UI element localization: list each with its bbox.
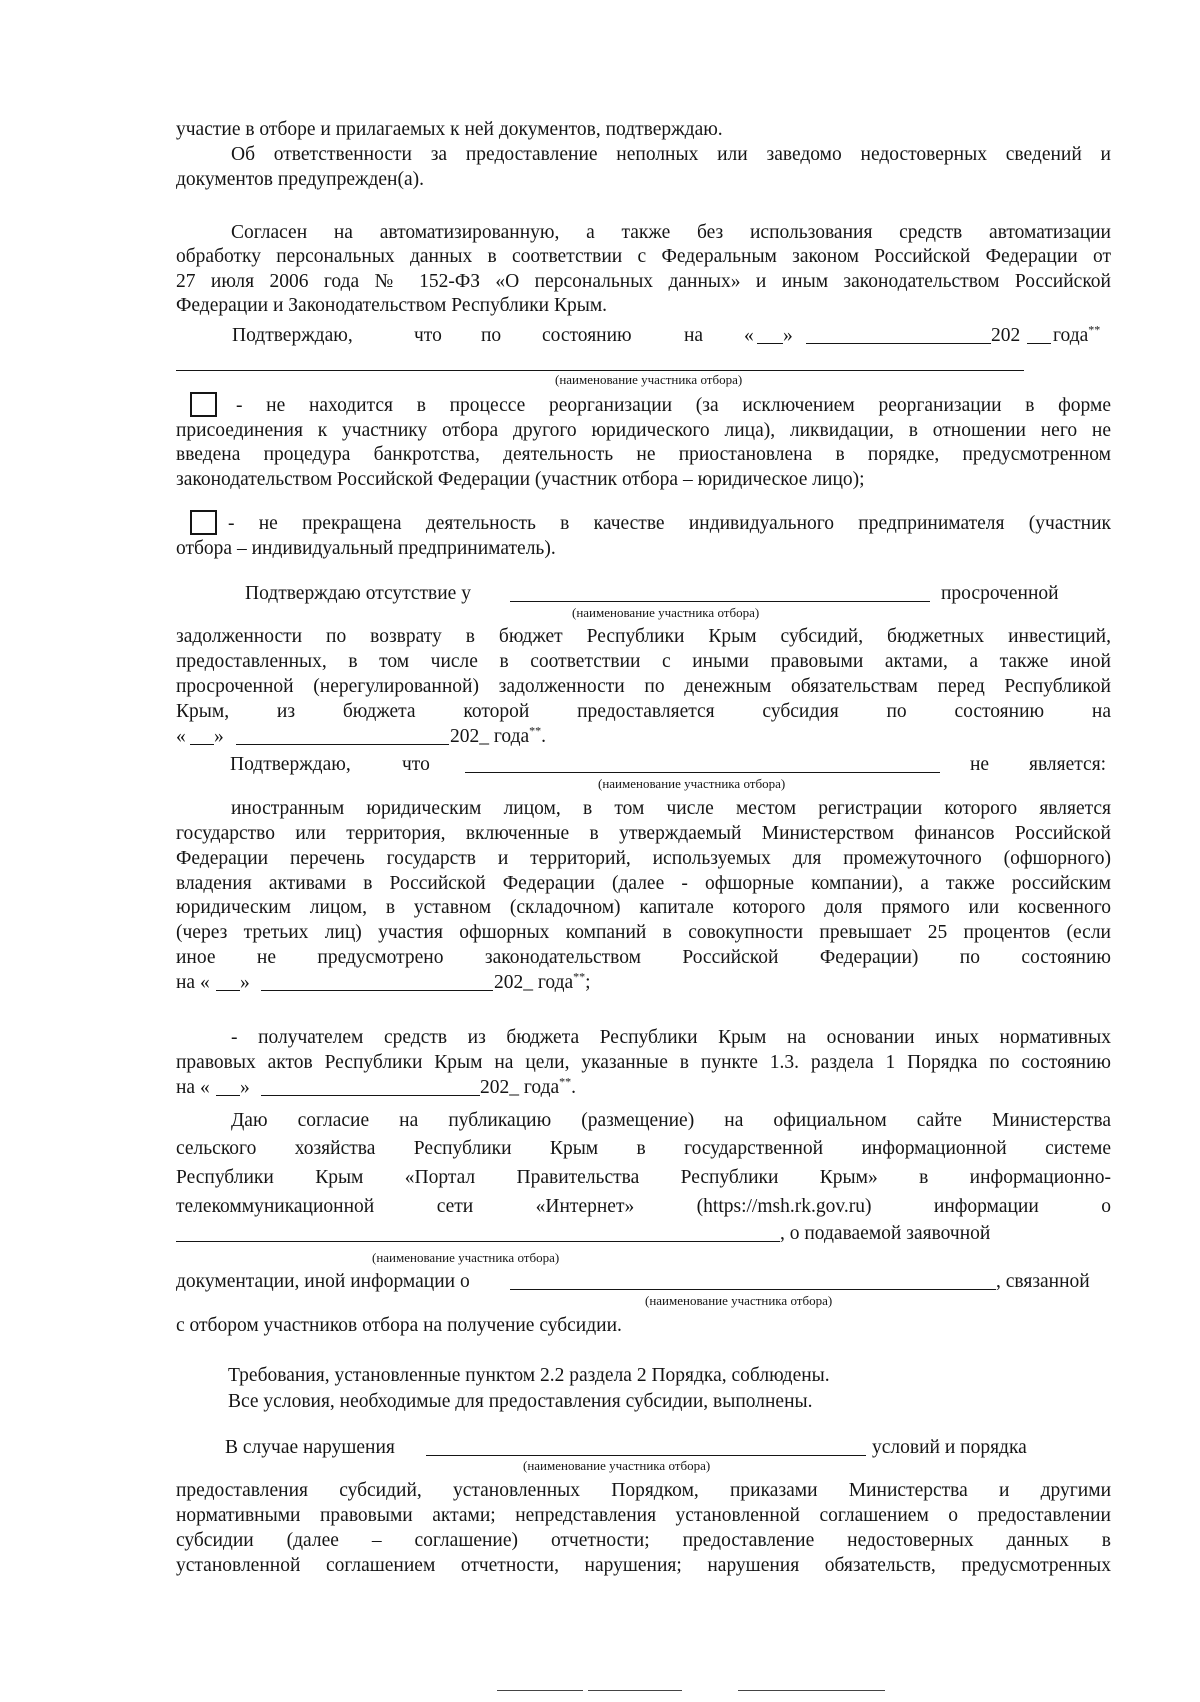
violation-line	[176, 1436, 1111, 1460]
text-word: является:	[1029, 754, 1107, 775]
month-field[interactable]	[261, 1078, 480, 1096]
text-word: по	[481, 325, 502, 346]
text-line: субсидии (далее – соглашение) отчетности; предоставление недостоверных данных в	[176, 1530, 1111, 1551]
text-fragment: 202_ года	[480, 1077, 560, 1098]
scan-artifact-line	[738, 1690, 885, 1691]
participant-name-field[interactable]	[510, 584, 930, 602]
text-line: просроченной (нерегулированной) задолженности по денежным обязательствам перед Республикой	[176, 676, 1111, 697]
field-caption: (наименование участника отбора)	[598, 776, 786, 791]
checkbox-legal-entity[interactable]	[190, 392, 217, 417]
month-field[interactable]	[806, 326, 991, 344]
day-field[interactable]	[190, 727, 214, 745]
text-word	[1053, 324, 1100, 348]
text-line: присоединения к участнику отбора другого юридического лица), ликвидации, в отношении него не	[176, 420, 1111, 441]
footnote-mark: **	[529, 723, 542, 738]
text-line: - не находится в процессе реорганизации (за исключением реорганизации в форме	[236, 395, 1111, 416]
year-field[interactable]	[1027, 326, 1051, 344]
text-fragment: 202_ года	[450, 726, 530, 747]
participant-name-field[interactable]	[510, 1272, 996, 1290]
text-line: правовых актов Республики Крым на цели, указанные в пункте 1.3. раздела 1 Порядка по состоянию	[176, 1052, 1111, 1073]
text-line: предоставления субсидий, установленных Порядком, приказами Министерства и другими	[176, 1480, 1111, 1501]
text-line: сельского хозяйства Республики Крым в государственной информационной системе	[176, 1138, 1111, 1159]
text-quote: »	[240, 1077, 250, 1098]
text-word: состоянию	[542, 325, 632, 346]
footnote-mark: **	[573, 969, 586, 984]
text-fragment: .	[571, 1077, 577, 1098]
text-line: документов предупрежден(а).	[176, 169, 424, 190]
text-line: Даю согласие на публикацию (размещение) на официальном сайте Министерства	[231, 1110, 1111, 1131]
text-line: предоставленных, в том числе в соответствии с иными правовыми актами, а также иной	[176, 651, 1111, 672]
text-quote: »	[240, 972, 250, 993]
text-line: Федерации перечень государств и территорий, используемых для промежуточного (офшорного)	[176, 848, 1111, 869]
text-word: просроченной	[941, 583, 1059, 604]
text-line: иное не предусмотрено законодательством Российской Федерации) по состоянию	[176, 947, 1111, 968]
text-line: (через третьих лиц) участия офшорных компаний в совокупности превышает 25 процентов (если	[176, 922, 1111, 943]
participant-info-line	[176, 1222, 1111, 1246]
field-caption: (наименование участника отбора)	[645, 1293, 833, 1308]
text-line: государство или территория, включенные в утверждаемый Министерством финансов Российской	[176, 823, 1111, 844]
text-quote: «	[176, 726, 186, 747]
text-line: Согласен на автоматизированную, а также без использования средств автоматизации	[231, 222, 1111, 243]
text-line: 27 июля 2006 года № 152-ФЗ «О персональных данных» и иным законодательством Российской	[176, 271, 1111, 292]
text-line: установленной соглашением отчетности, нарушения; нарушения обязательств, предусмотренных	[176, 1555, 1111, 1576]
text-fragment: Подтверждаю отсутствие у	[245, 583, 471, 604]
field-caption: (наименование участника отбора)	[572, 605, 760, 620]
text-line: отбора – индивидуальный предприниматель).	[176, 538, 556, 559]
text-fragment	[480, 1076, 576, 1100]
text-fragment: ;	[585, 972, 591, 993]
text-word: Подтверждаю,	[232, 325, 353, 346]
text-line: Об ответственности за предоставление неполных или заведомо недостоверных сведений и	[231, 144, 1111, 165]
day-field[interactable]	[216, 1078, 240, 1096]
month-field[interactable]	[261, 973, 493, 991]
text-line: иностранным юридическим лицом, в том числе местом регистрации которого является	[231, 798, 1111, 819]
participant-name-field[interactable]	[176, 1224, 780, 1242]
checkbox-individual-entrepreneur[interactable]	[190, 510, 217, 535]
month-field[interactable]	[236, 727, 449, 745]
text-quote: »	[783, 325, 793, 346]
text-fragment	[450, 725, 546, 749]
text-fragment: на «	[176, 1077, 210, 1098]
text-fragment: .	[541, 726, 547, 747]
text-line: владения активами в Российской Федерации (далее - офшорные компании), а также российским	[176, 873, 1111, 894]
day-field[interactable]	[757, 326, 783, 344]
text-line: - не прекращена деятельность в качестве индивидуального предпринимателя (участник	[228, 513, 1111, 534]
text-line: с отбором участников отбора на получение субсидии.	[176, 1315, 622, 1336]
text-line: введена процедура банкротства, деятельность не приостановлена в порядке, предусмотренном	[176, 444, 1111, 465]
scan-artifact-line	[588, 1690, 682, 1691]
text-line: законодательством Российской Федерации (участник отбора – юридическое лицо);	[176, 469, 865, 490]
text-fragment: , связанной	[996, 1271, 1090, 1292]
text-fragment: на «	[176, 972, 210, 993]
text-line: задолженности по возврату в бюджет Республики Крым субсидий, бюджетных инвестиций,	[176, 626, 1111, 647]
text-line: Федерации и Законодательством Республики Крым.	[176, 295, 608, 316]
text-quote: «	[744, 325, 754, 346]
participant-name-field[interactable]	[426, 1438, 866, 1456]
text-fragment: условий и порядка	[872, 1437, 1027, 1458]
text-line: - получателем средств из бюджета Республики Крым на основании иных нормативных	[231, 1027, 1111, 1048]
text-line: Требования, установленные пунктом 2.2 раздела 2 Порядка, соблюдены.	[228, 1365, 830, 1386]
text-fragment: документации, иной информации о	[176, 1271, 470, 1292]
text-word: на	[684, 325, 704, 346]
day-field[interactable]	[216, 973, 240, 991]
text-line: телекоммуникационной сети «Интернет» (https://msh.rk.gov.ru) информации о	[176, 1196, 1111, 1217]
footnote-mark: **	[559, 1074, 572, 1089]
text-quote: »	[214, 726, 224, 747]
field-caption: (наименование участника отбора)	[523, 1458, 711, 1473]
text-word: года	[1053, 325, 1089, 346]
field-caption: (наименование участника отбора)	[372, 1250, 560, 1265]
scan-artifact-line	[497, 1690, 583, 1691]
text-line: Крым, из бюджета которой предоставляется субсидия по состоянию на	[176, 701, 1111, 722]
date-line	[176, 725, 1111, 749]
date-line	[176, 971, 1111, 995]
participant-name-field[interactable]	[465, 755, 940, 773]
text-word: Подтверждаю,	[230, 754, 351, 775]
date-line	[176, 1076, 1111, 1100]
text-fragment	[494, 971, 591, 995]
text-word: 202	[991, 325, 1021, 346]
text-word: что	[402, 754, 430, 775]
text-line: нормативными правовыми актами; непредставления установленной соглашением о предоставлении	[176, 1505, 1111, 1526]
participant-name-field[interactable]	[176, 370, 1024, 371]
text-word: что	[414, 325, 442, 346]
no-debt-line	[176, 582, 1111, 606]
text-line: обработку персональных данных в соответствии с Федеральным законом Российской Федерации от	[176, 246, 1111, 267]
footnote-mark: **	[1088, 322, 1101, 337]
field-caption: (наименование участника отбора)	[555, 372, 743, 387]
text-line: Республики Крым «Портал Правительства Республики Крым» в информационно-	[176, 1167, 1111, 1188]
not-is-line	[176, 753, 1111, 777]
text-line: Все условия, необходимые для предоставления субсидии, выполнены.	[228, 1391, 813, 1412]
text-word: не	[970, 754, 990, 775]
text-fragment: В случае нарушения	[225, 1437, 395, 1458]
text-line: юридическим лицом, в уставном (складочном) капитале которого доля прямого или косвенного	[176, 897, 1111, 918]
date-confirm-line	[176, 324, 1111, 348]
text-fragment: 202_ года	[494, 972, 574, 993]
documentation-line	[176, 1270, 1111, 1294]
text-line: участие в отборе и прилагаемых к ней документов, подтверждаю.	[176, 119, 723, 140]
text-fragment: , о подаваемой заявочной	[780, 1223, 991, 1244]
